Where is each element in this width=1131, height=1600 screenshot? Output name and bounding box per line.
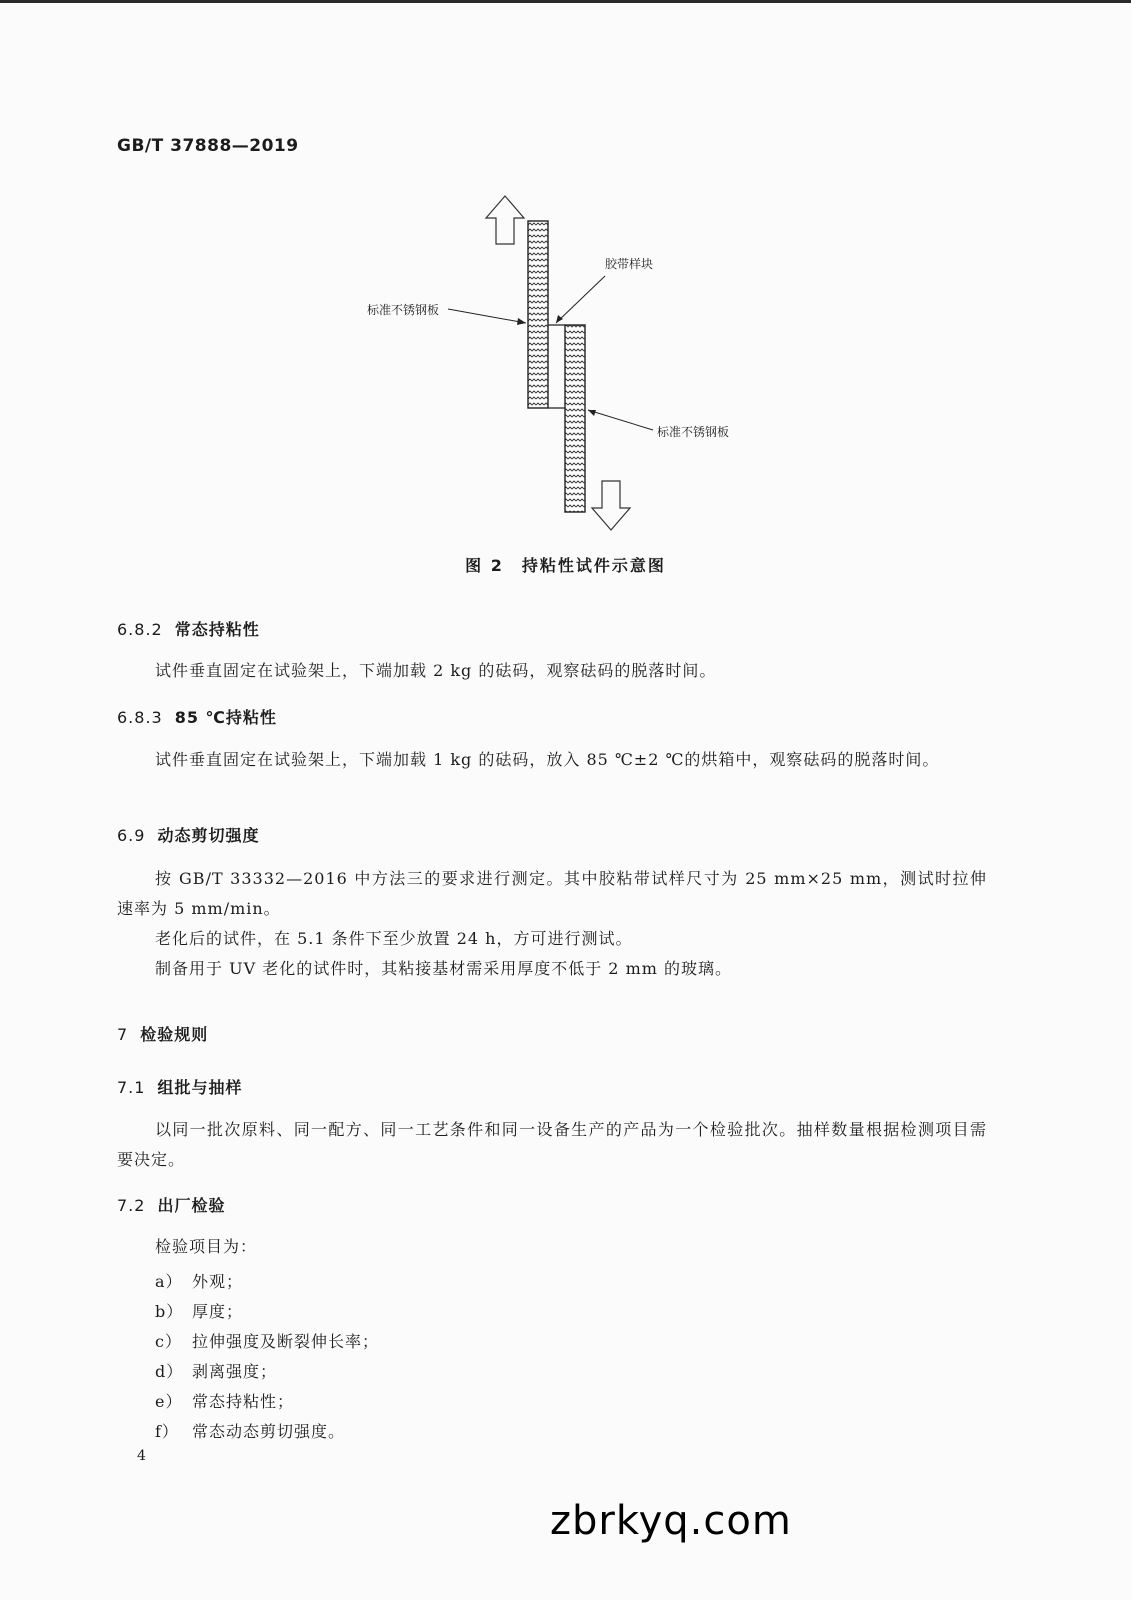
- section-title: 检验规则: [140, 1025, 209, 1044]
- paragraph-7-1: 以同一批次原料、同一配方、同一工艺条件和同一设备生产的产品为一个检验批次。抽样数量根据检测项目需要决定。: [117, 1120, 987, 1169]
- site-watermark: zbrkyq.com: [550, 1498, 792, 1544]
- figure-caption: 图 2 持粘性试件示意图: [465, 556, 666, 575]
- list-item-text: 外观；: [192, 1272, 244, 1291]
- section-title: 出厂检验: [157, 1196, 226, 1215]
- standard-code-header: GB/T 37888—2019: [117, 136, 299, 156]
- section-heading-6-8-3: [117, 705, 277, 728]
- paragraph-6-9-1: 按 GB/T 33332—2016 中方法三的要求进行测定。其中胶粘带试样尺寸为 25 mm×25 mm，测试时拉伸速率为 5 mm/min。: [117, 869, 987, 918]
- left-plate-leader: [448, 309, 526, 323]
- figure-2-diagram: [0, 0, 1131, 540]
- list-item: [155, 1419, 345, 1442]
- section-number: 7.2: [117, 1196, 146, 1215]
- section-number: 6.8.2: [117, 620, 163, 639]
- list-item-label: c）: [155, 1332, 182, 1351]
- section-number: 7: [117, 1025, 129, 1044]
- left-plate-leader-head: [517, 318, 526, 325]
- tape-leader-head: [556, 315, 563, 323]
- paragraph-6-8-3: 试件垂直固定在试验架上，下端加载 1 kg 的砝码，放入 85 ℃±2 ℃的烘箱中，观察砝码的脱落时间。: [155, 750, 940, 769]
- list-item-label: a）: [155, 1272, 183, 1291]
- section-heading-7-2: [117, 1193, 225, 1216]
- section-heading-6-9: [117, 823, 259, 846]
- section-title: 常态持粘性: [174, 620, 260, 639]
- list-item-text: 拉伸强度及断裂伸长率；: [192, 1332, 380, 1351]
- paragraph-6-9-3: 制备用于 UV 老化的试件时，其粘接基材需采用厚度不低于 2 mm 的玻璃。: [155, 959, 732, 978]
- section-title: 动态剪切强度: [157, 826, 260, 845]
- list-item-label: e）: [155, 1392, 183, 1411]
- list-item-text: 常态持粘性；: [192, 1392, 295, 1411]
- list-item-label: d）: [155, 1362, 184, 1381]
- list-item: [155, 1299, 243, 1322]
- section-heading-7-1: [117, 1075, 242, 1098]
- pull-up-arrow: [486, 196, 524, 244]
- list-item: [155, 1389, 294, 1412]
- page-number: 4: [137, 1448, 146, 1464]
- list-item-label: b）: [155, 1302, 184, 1321]
- label-steel-plate-right: 标准不锈钢板: [657, 425, 730, 439]
- steel-plate-left: [528, 221, 548, 408]
- section-number: 6.9: [117, 826, 146, 845]
- list-item: [155, 1269, 243, 1292]
- section-number: 6.8.3: [117, 708, 163, 727]
- paragraph-7-2-intro: 检验项目为：: [155, 1237, 258, 1256]
- right-plate-leader-head: [588, 410, 596, 416]
- section-number: 7.1: [117, 1078, 146, 1097]
- tape-leader: [556, 276, 605, 323]
- right-plate-leader: [588, 410, 653, 430]
- list-item-text: 剥离强度；: [192, 1362, 278, 1381]
- list-item: [155, 1359, 277, 1382]
- pull-down-arrow: [592, 481, 630, 530]
- list-item-label: f）: [155, 1422, 179, 1441]
- list-item-text: 常态动态剪切强度。: [192, 1422, 346, 1441]
- paragraph-6-9-2: 老化后的试件，在 5.1 条件下至少放置 24 h，方可进行测试。: [155, 929, 633, 948]
- section-heading-7: [117, 1022, 208, 1045]
- label-tape-sample: 胶带样块: [605, 257, 654, 271]
- label-steel-plate-left: 标准不锈钢板: [367, 303, 440, 317]
- paragraph-6-8-2: 试件垂直固定在试验架上，下端加载 2 kg 的砝码，观察砝码的脱落时间。: [155, 661, 717, 680]
- list-item: [155, 1329, 379, 1352]
- list-item-text: 厚度；: [192, 1302, 244, 1321]
- section-title: 组批与抽样: [157, 1078, 243, 1097]
- section-heading-6-8-2: [117, 617, 260, 640]
- section-title: 85 ℃持粘性: [174, 708, 277, 727]
- steel-plate-right: [565, 325, 585, 512]
